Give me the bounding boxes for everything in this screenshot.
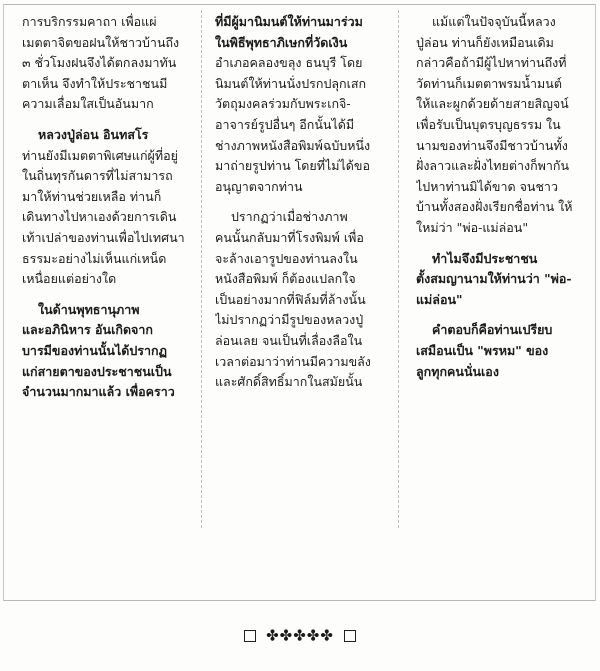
- text-line: แก่สายตาของประชาชนเป็น: [22, 363, 172, 379]
- text-line: ไปหาท่านมิได้ขาด จนชาว: [416, 178, 558, 194]
- text-line: มาให้ท่านช่วยเหลือ ท่านก็: [22, 188, 162, 204]
- text-column-3: [416, 12, 578, 382]
- text-line: วัตถุมงคลร่วมกับพระเกจิ-: [215, 96, 351, 112]
- text-line: เวลาต่อมาว่าท่านมีความขลัง: [215, 353, 371, 369]
- bottom-border: [3, 600, 595, 601]
- text-line: เดินทางไปหาเองด้วยการเดิน: [22, 209, 177, 225]
- text-line: ปู่ล่อน ท่านก็ยังเหมือนเดิม: [416, 34, 554, 50]
- text-line: ท่านยังมีเมตตาพิเศษแก่ผู้ที่อยู่: [22, 147, 178, 163]
- text-line: ลูกทุกคนนั่นเอง: [416, 363, 499, 379]
- text-line: ตั้งสมญานามให้ท่านว่า "พ่อ-: [416, 271, 572, 287]
- text-line: แม่ล่อน": [416, 291, 463, 307]
- text-line: มาถ่ายรูปท่าน โดยที่ไม่ได้ขอ: [215, 158, 370, 174]
- text-line: อนุญาตจากท่าน: [215, 178, 303, 194]
- text-line: ธรรมะอย่างไม่เห็นแก่เหน็ด: [22, 250, 167, 266]
- paragraph: [215, 207, 381, 392]
- text-line: ทำไมจึงมีประชาชน: [432, 250, 538, 266]
- text-line: ปรากฏว่าเมื่อช่างภาพ: [231, 209, 348, 225]
- text-line: กล่าวคือถ้ามีผู้ไปหาท่านถึงที่: [416, 55, 567, 71]
- flower-ornament-icon: ✤✤✤✤✤: [266, 626, 334, 645]
- column-divider: [201, 10, 202, 530]
- text-line: จำนวนมากมาแล้ว เพื่อคราว: [22, 384, 175, 400]
- text-line: อำเภอคลองขลุง ธนบุรี โดย: [215, 55, 363, 71]
- text-line: ให้และผูกด้วยด้ายสายสิญจน์: [416, 96, 569, 112]
- left-border: [3, 4, 4, 601]
- right-border: [595, 4, 596, 601]
- text-line: นามของท่านจึงมีชาวบ้านทั้ง: [416, 137, 568, 153]
- square-box-icon: [344, 630, 356, 642]
- text-line: เพื่อรับเป็นบุตรบุญธรรม ใน: [416, 116, 561, 132]
- text-line: เสมือนเป็น "พรหม" ของ: [416, 342, 549, 358]
- text-column-1: [22, 12, 192, 403]
- paragraph: [416, 12, 578, 239]
- text-line: ใหม่ว่า "พ่อ-แม่ล่อน": [416, 219, 529, 235]
- text-line: ช่างภาพหนังสือพิมพ์ฉบับหนึ่ง: [215, 137, 371, 153]
- text-line: คำตอบก็คือท่านเปรียบ: [432, 322, 553, 338]
- top-border: [3, 4, 595, 5]
- text-line: ฝั่งลาวและฝั่งไทยต่างก็พากัน: [416, 158, 570, 174]
- text-line: บารมีของท่านนั้นได้ปรากฏ: [22, 342, 167, 358]
- text-line: ความเลื่อมใสเป็นอันมาก: [22, 96, 154, 112]
- text-line: ตาเห็น จึงทำให้ประชาชนมี: [22, 75, 168, 91]
- square-box-icon: [244, 630, 256, 642]
- paragraph: [215, 12, 381, 197]
- text-line: และอภินิหาร อันเกิดจาก: [22, 322, 153, 338]
- text-line: เท้าเปล่าของท่านเพื่อไปเทศนา: [22, 229, 185, 245]
- text-line: ที่มีผู้มานิมนต์ให้ท่านมาร่วม: [215, 14, 363, 29]
- text-line: เหนื่อยแต่อย่างใด: [22, 271, 117, 287]
- text-line: เป็นอย่างมากที่ฟิล์มที่ล้างนั้น: [215, 291, 366, 307]
- text-line: นิมนต์ให้ท่านนั่งปรกปลุกเสก: [215, 75, 367, 91]
- paragraph: [22, 125, 192, 290]
- page-footer-ornament: [0, 626, 600, 645]
- text-column-2: [215, 12, 381, 393]
- text-line: บ้านทั้งสองฝั่งเรียกชื่อท่าน ให้: [416, 199, 573, 215]
- text-line: จะล้างเอารูปของท่านลงใน: [215, 250, 358, 266]
- text-line: คนนั้นกลับมาที่โรงพิมพ์ เพื่อ: [215, 229, 364, 245]
- text-line: ๓ ชั่วโมงฝนจึงได้ตกลงมาทัน: [22, 55, 177, 71]
- text-line: เมตตาจิตขอฝนให้ชาวบ้านถึง: [22, 34, 180, 50]
- paragraph: [416, 249, 578, 311]
- text-line: ล่อนเลย จนเป็นที่เลื่องลือใน: [215, 332, 363, 348]
- paragraph: [22, 300, 192, 403]
- column-divider: [398, 10, 399, 530]
- text-line: ไม่ปรากฏว่ามีรูปของหลวงปู่: [215, 312, 364, 328]
- text-line: หนังสือพิมพ์ ก็ต้องแปลกใจ: [215, 271, 356, 287]
- text-line: การบริกรรมคาถา เพื่อแผ่: [22, 14, 157, 29]
- paragraph: [22, 12, 192, 115]
- text-line: แม้แต่ในปัจจุบันนี้หลวง: [432, 14, 556, 29]
- text-line: ในด้านพุทธานุภาพ: [38, 301, 140, 317]
- text-line: ในถิ่นทุรกันดารที่ไม่สามารถ: [22, 168, 173, 184]
- text-line: อาจารย์รูปอื่นๆ อีกนั้นได้มี: [215, 116, 355, 132]
- text-line: วัดท่านก็เมตตาพรมน้ำมนต์: [416, 75, 562, 91]
- text-line: และศักดิ์สิทธิ์มากในสมัยนั้น: [215, 374, 363, 390]
- text-line: ในพิธีพุทธาภิเษกที่วัดเงิน: [215, 34, 348, 50]
- section-heading: หลวงปู่ล่อน อินทสโร: [38, 126, 149, 142]
- paragraph: [416, 320, 578, 382]
